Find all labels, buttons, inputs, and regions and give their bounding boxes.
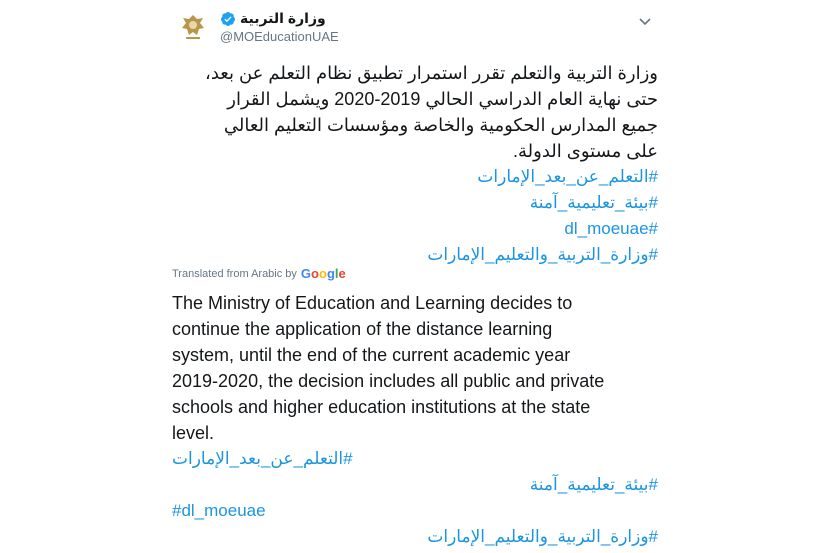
- tweet-text-translation: [172, 290, 658, 550]
- english-line: schools and higher education institutions at the state: [172, 397, 591, 417]
- display-name-row[interactable]: [220, 10, 326, 27]
- english-line: continue the application of the distance learning: [172, 319, 553, 339]
- hashtag-link[interactable]: #بيئة_تعليمية_آمنة: [529, 193, 658, 212]
- arabic-line: حتى نهاية العام الدراسي الحالي 2019-2020 ويشمل القرار: [227, 89, 658, 109]
- hashtag-link[interactable]: #التعلم_عن_بعد_الإمارات: [477, 167, 658, 186]
- english-line: system, until the end of the current academic year: [172, 345, 571, 365]
- arabic-line: جميع المدارس الحكومية والخاصة ومؤسسات التعليم العالي: [223, 115, 658, 135]
- avatar[interactable]: [174, 8, 212, 46]
- translation-attribution[interactable]: [172, 266, 346, 281]
- hashtag-link[interactable]: #التعلم_عن_بعد_الإمارات: [172, 449, 353, 468]
- english-line: level.: [172, 423, 215, 443]
- tweet-text-arabic: [172, 60, 658, 268]
- hashtag-link[interactable]: #dl_moeuae: [564, 219, 658, 238]
- hashtag-link[interactable]: #dl_moeuae: [172, 501, 266, 520]
- hashtag-link[interactable]: #وزارة_التربية_والتعليم_الإمارات: [427, 527, 658, 546]
- uae-emblem-icon: [175, 9, 211, 45]
- arabic-line: وزارة التربية والتعلم تقرر استمرار تطبيق نظام التعلم عن بعد،: [205, 63, 658, 83]
- arabic-line: على مستوى الدولة.: [513, 141, 658, 161]
- google-logo: Google: [300, 266, 346, 281]
- display-name: وزارة التربية: [240, 10, 326, 26]
- tweet-card: [158, 0, 670, 553]
- verified-badge-icon: [220, 11, 236, 27]
- tweet-header: [166, 4, 662, 52]
- hashtag-link[interactable]: #وزارة_التربية_والتعليم_الإمارات: [427, 245, 658, 264]
- translated-label: Translated from Arabic by: [172, 267, 297, 280]
- hashtag-link[interactable]: #بيئة_تعليمية_آمنة: [529, 475, 658, 494]
- account-handle[interactable]: @MOEducationUAE: [220, 29, 339, 44]
- chevron-down-icon: [638, 14, 652, 28]
- more-options[interactable]: [636, 12, 654, 30]
- english-line: 2019-2020, the decision includes all public and private: [172, 371, 605, 391]
- english-line: The Ministry of Education and Learning decides to: [172, 293, 573, 313]
